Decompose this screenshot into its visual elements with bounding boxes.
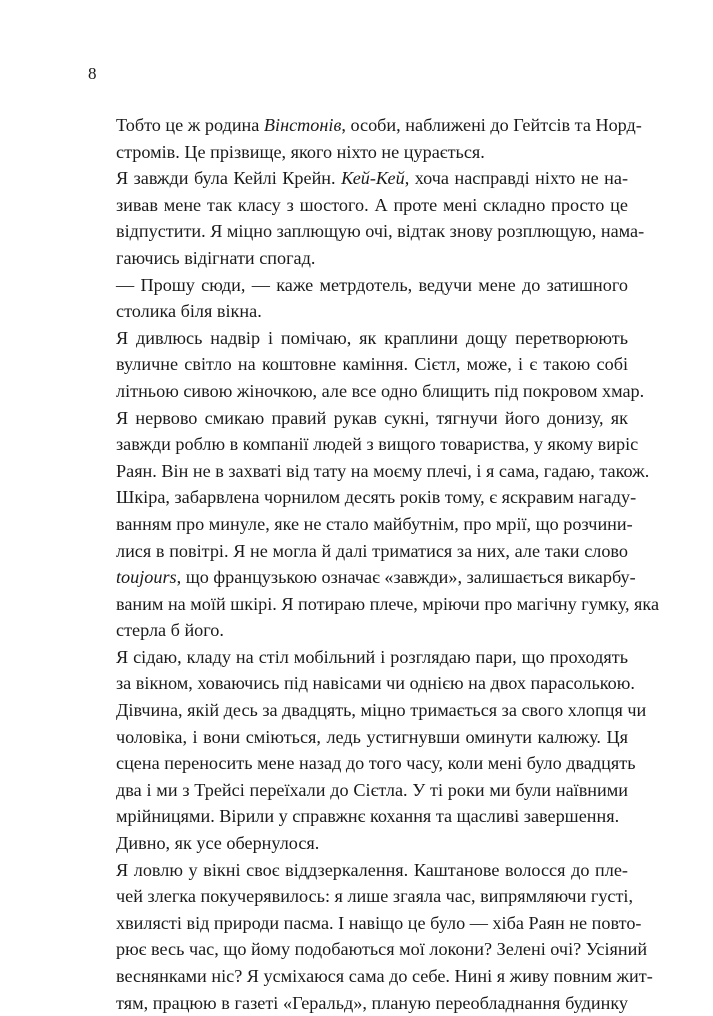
text-line: літньою сивою жіночкою, але все одно блищить під покровом хмар. xyxy=(116,380,645,401)
text-line: тям, працюю в газеті «Геральд», планую переобладнання будинку xyxy=(116,992,628,1013)
text-line: Тобто це ж родина Вінстонів, особи, наближені до Гейтсів та Норд- xyxy=(116,115,642,135)
text-line: зивав мене так класу з шостого. А проте мені складно просто це xyxy=(116,194,628,215)
text-line: toujours, що французькою означає «завжди», залишається викарбу- xyxy=(116,567,636,588)
text-line: хвилясті від природи пасма. І навіщо це було — хіба Раян не повто- xyxy=(116,912,642,933)
text-line: веснянками ніс? Я усміхаюся сама до себе. Нині я живу повним жит- xyxy=(116,966,653,986)
text-line: ванням про минуле, яке не стало майбутнім, про мрії, що розчини- xyxy=(116,513,633,534)
text-line: стромів. Це прізвище, якого ніхто не цурається. xyxy=(116,141,485,162)
text-line: чей злегка покучерявилось: я лише згаяла час, випрямляючи густі, xyxy=(116,886,634,907)
paragraph xyxy=(88,830,628,857)
text-line: стерла б його. xyxy=(116,620,224,641)
paragraph xyxy=(88,165,645,271)
text-line: гаючись відігнати спогад. xyxy=(116,247,316,268)
paragraph xyxy=(88,644,647,830)
text-line: Я нервово смикаю правий рукав сукні, тягнучи його донизу, як xyxy=(116,407,628,428)
text-line: Я завжди була Кейлі Крейн. Кей-Кей, хоча насправді ніхто не на- xyxy=(116,168,628,189)
text-line: Раян. Він не в захваті від тату на моєму плечі, і я сама, гадаю, також. xyxy=(116,460,650,481)
text-line: — Прошу сюди, — каже метрдотель, ведучи мене до затишного xyxy=(116,274,628,295)
text-line: Дивно, як усе обернулося. xyxy=(116,833,320,854)
text-line: ваним на моїй шкірі. Я потираю плече, мріючи про магічну гумку, яка xyxy=(116,593,660,614)
italic-text: Кей-Кей xyxy=(341,168,405,189)
paragraph xyxy=(88,272,628,325)
text-line: два і ми з Трейсі переїхали до Сієтла. У ті роки ми були наївними xyxy=(116,779,628,800)
text-line: відпустити. Я міцно заплющую очі, відтак знову розплющую, нама- xyxy=(116,221,645,242)
text-line: Дівчина, якій десь за двадцять, міцно тримається за свого хлопця чи xyxy=(116,700,647,721)
text-line: рює весь час, що йому подобаються мої локони? Зелені очі? Усіяний xyxy=(116,939,648,960)
paragraph xyxy=(88,325,660,644)
italic-text: Вінстонів xyxy=(263,115,342,135)
text-line: Я дивлюсь надвір і помічаю, як краплини дощу перетворюють xyxy=(116,327,628,348)
body-text xyxy=(88,112,660,1016)
text-line: столика біля вікна. xyxy=(116,301,262,322)
text-line: Шкіра, забарвлена чорнилом десять років тому, є яскравим нагаду- xyxy=(116,487,637,508)
text-line: завжди роблю в компанії людей з вищого товариства, у якому виріс xyxy=(116,434,639,455)
text-line: сцена переносить мене назад до того часу, коли мені було двадцять xyxy=(116,753,636,774)
paragraph xyxy=(88,112,642,165)
text-line: Я сідаю, кладу на стіл мобільний і розглядаю пари, що проходять xyxy=(116,646,628,667)
text-line: мрійницями. Вірили у справжнє кохання та щасливі завершення. xyxy=(116,806,620,827)
text-line: вуличне світло на коштовне каміння. Сієтл, може, і є такою собі xyxy=(116,354,628,375)
paragraph xyxy=(88,857,653,1016)
text-line: Я ловлю у вікні своє віддзеркалення. Каштанове волосся до пле- xyxy=(116,859,628,880)
text-line: чоловіка, і вони сміються, ледь устигнувши оминути калюжу. Ця xyxy=(116,726,628,747)
italic-text: toujours xyxy=(116,567,177,588)
page-number: 8 xyxy=(88,64,97,83)
text-line: лися в повітрі. Я не могла й далі триматися за них, але таки слово xyxy=(116,540,628,561)
text-line: за вікном, ховаючись під навісами чи однією на двох парасолькою. xyxy=(116,673,635,694)
